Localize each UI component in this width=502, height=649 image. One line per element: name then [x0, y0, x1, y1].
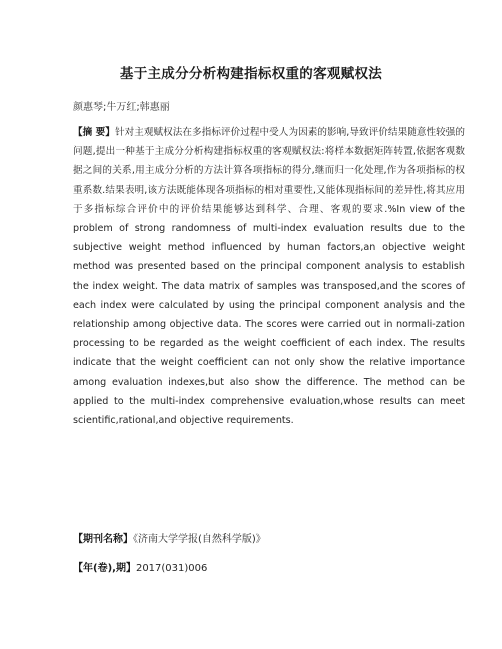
paper-authors: 颜惠琴;牛万红;韩惠丽 [73, 102, 170, 113]
paper-title: 基于主成分分析构建指标权重的客观赋权法 [119, 66, 383, 82]
abstract-block [73, 123, 465, 430]
journal-label: 【期刊名称】 [73, 534, 133, 545]
year-label: 【年(卷),期】 [73, 563, 136, 574]
year-volume-issue: 2017(031)006 [135, 563, 208, 574]
abstract-chinese: 针对主观赋权法在多指标评价过程中受人为因素的影响,导致评价结果随意性较强的问题,提出一种基于主成分分析构建指标权重的客观赋权法:将样本数据矩阵转置,依据客观数据之间的关系,用主成分分析的方法计算各项指标的得分,继而归一化处理,作为各项指标的权重系数.结果表明,该方法既能体现各项指标的相对重要性,又能体现指标间的差异性,将其应用于多指标综合评价中的评价结果能够达到科学、合理、客观的要求. [73, 127, 465, 215]
abstract-label: 【摘 要】 [73, 127, 115, 138]
year-volume-issue-line [73, 559, 207, 574]
journal-name: 《济南大学学报(自然科学版)》 [133, 534, 266, 545]
abstract-english: %In view of the problem of strong randomness of multi-index evaluation results due to the subjective weight method influenced by human factors,an objective weight method was presented based on the principal component analysis to establish the index weight. The data matrix of samples was transposed,and the scores of each index were calculated by using the principal component analysis and the relationship among objective data. The scores were carried out in normali-zation processing to be regarded as the weight coefficient of each index. The results indicate that the weight coefficient can not only show the relative importance among evaluation indexes,but also show the difference. The method can be applied to the multi-index comprehensive evaluation,whose results can meet scientific,rational,and objective requirements. [73, 203, 465, 427]
journal-line [73, 530, 266, 545]
